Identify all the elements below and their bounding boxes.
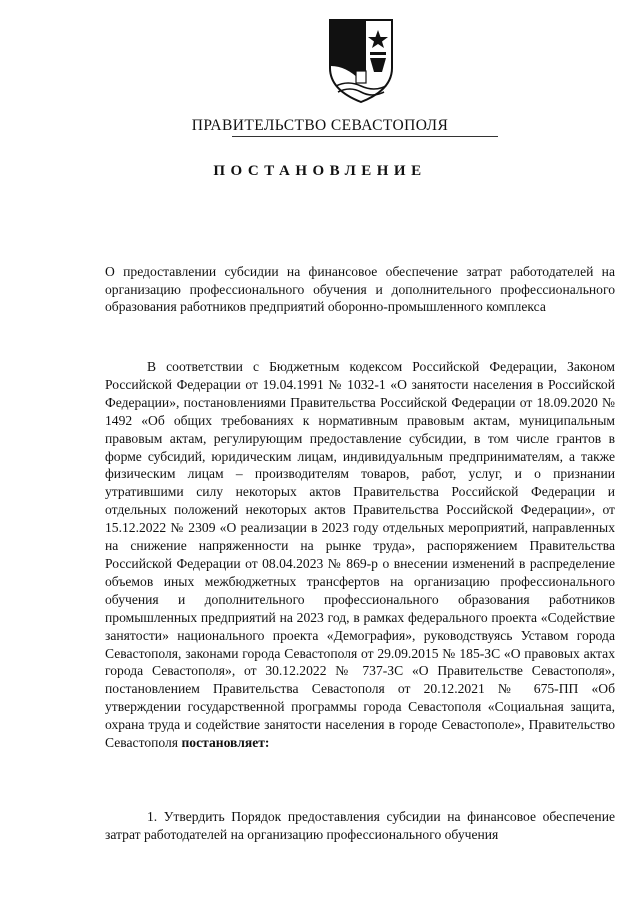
government-name: ПРАВИТЕЛЬСТВО СЕВАСТОПОЛЯ [191,117,449,134]
resolves-keyword: постановляет: [181,735,270,751]
decree-subject: О предоставлении субсидии на финансовое обеспечение затрат работодателей на организацию профессионального обучения и дополнительного профессионального образования работников предприятий оборонно-промышленного комплекса [105,264,615,314]
header-divider [232,136,498,137]
decree-item-1: 1. Утвердить Порядок предоставления субсидии на финансовое обеспечение затрат работодателей на организацию профессионального обучения [105,809,615,842]
sevastopol-coat-of-arms-icon [326,16,396,106]
preamble-text: В соответствии с Бюджетным кодексом Российской Федерации, Законом Российской Федерации от 19.04.1991 № 1032-1 «О занятости населения в Российской Федерации», постановлениями Правительства Российской Федерации от 18.09.2020 № 1492 «Об общих требованиях к нормативным правовым актам, муниципальным правовым актам, регулирующим предоставление субсидии, в том числе грантов в форме субсидий, юридическим лицам, индивидуальным предпринимателям, а также физическим лицам – производителям товаров, работ, услуг, и о признании утратившими силу некоторых актов Правительства Российской Федерации и отдельных положений некоторых актов Правительства Российской Федерации», от 15.12.2022 № 2309 «О реализации в 2023 году отдельных мероприятий, направленных на снижение напряженности на рынке труда», распоряжением Правительства Российской Федерации от 08.04.2023 № 869-р о внесении изменений в распределение объемов иных межбюджетных трансфертов на организацию профессионального обучения и дополнительного профессионального образования работников промышленных предприятий на 2023 год, в рамках федерального проекта «Содействие занятости» национального проекта «Демография», руководствуясь Уставом города Севастополя, законами города Севастополя от 29.09.2015 № 185-ЗС «О правовых актах города Севастополя», от 30.12.2022 № 737-ЗС «О Правительстве Севастополя», постановлением Правительства Севастополя от 20.12.2021 № 675-ПП «Об утверждении государственной программы города Севастополя «Социальная защита, охрана труда и содействие занятости населения в городе Севастополе», Правительство Севастополя [105,359,615,751]
document-type-title: ПОСТАНОВЛЕНИЕ [213,163,427,179]
preamble-paragraph [105,358,615,752]
